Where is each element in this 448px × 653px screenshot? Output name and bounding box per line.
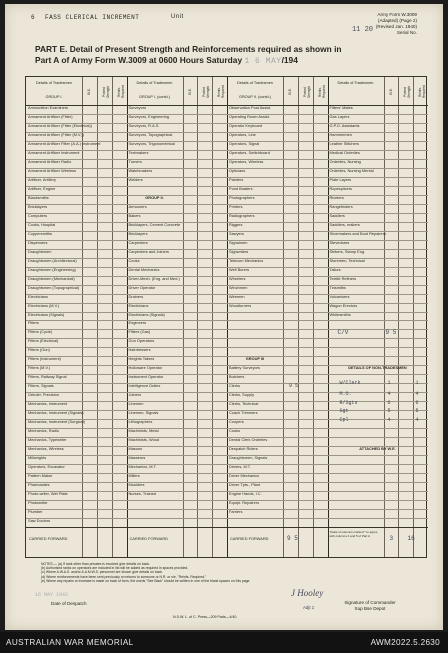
- trade-name: Orderlies, Nursing Mental: [329, 167, 374, 173]
- trade-name: Engine Hands, I.C.: [229, 491, 262, 497]
- trade-name: Butchers: [229, 374, 245, 380]
- trade-name: Painters: [229, 176, 244, 182]
- trade-name: Operators, Line: [229, 131, 256, 137]
- trade-name: Leather Stitchers: [329, 140, 359, 146]
- group-iii-heading: GROUP III: [245, 356, 265, 362]
- trade-name: Draughtsmen (Engineering): [28, 266, 76, 272]
- trade-name: Saddlers: [329, 212, 345, 218]
- row-rule: [26, 249, 428, 250]
- trade-name: Heights Takers: [128, 356, 155, 362]
- archive-footer: [0, 632, 448, 653]
- trade-name: Woodturners: [229, 302, 252, 308]
- trade-name: Surveyors, Trigonometrical: [128, 140, 175, 146]
- trade-name: Saddlers, makers: [329, 221, 360, 227]
- trade-name: Mechanics, Instrument: [28, 401, 68, 407]
- row-rule: [26, 518, 428, 519]
- signature-caption: Signature of Commander: [344, 600, 396, 605]
- trade-name: Dispensers: [28, 239, 48, 245]
- trade-name: Machinists, Metal: [128, 428, 159, 434]
- trade-name: Fitters (Gas): [128, 329, 151, 335]
- adjutant-stamp: Adjt 1: [303, 605, 315, 610]
- printer-imprint: N.S.W. L. of C. Press—209 Pads—4/40.: [173, 615, 238, 619]
- trade-name: Clerks, Technical: [229, 401, 259, 407]
- trade-name: Mechanics, Wireless: [28, 446, 64, 452]
- trade-name: Clerks, Supply: [229, 392, 255, 398]
- trade-name: Operators, Excavator: [28, 464, 65, 470]
- row-rule: [26, 186, 428, 187]
- trade-name: Grinder, Precision: [28, 392, 59, 398]
- despatch-date-stamp: 16 MAY 1942: [35, 592, 69, 598]
- trade-name: Opticians: [229, 167, 246, 173]
- trade-name: Millers: [128, 473, 140, 479]
- trade-name: Operator Keyboard: [229, 122, 263, 128]
- details-header: Details of Tradesmen: [337, 81, 374, 85]
- trade-name: Artificer, Engine: [28, 185, 56, 191]
- handwritten-carried-g3: 9 5: [287, 535, 298, 542]
- trade-name: Bricklayers, Cement Concrete: [128, 221, 181, 227]
- trade-name: Fitters, Railway Signal: [28, 374, 67, 380]
- trade-name: Plate Layers: [329, 176, 352, 182]
- trade-name: Watchmakers: [128, 167, 153, 173]
- handwritten-rank-we: 4: [387, 417, 391, 424]
- row-rule: [26, 392, 428, 393]
- column-header: Reinfs. Required: [317, 85, 326, 99]
- row-rule: [26, 464, 428, 465]
- trade-name: Radiographers: [229, 212, 255, 218]
- row-rule: [26, 267, 428, 268]
- row-rule: [26, 222, 428, 223]
- handwritten-rank: M.O.: [339, 390, 352, 397]
- trade-name: Carpenters: [128, 239, 148, 245]
- column-header: Reinfs. Required: [116, 85, 125, 99]
- row-rule: [26, 437, 428, 438]
- handwritten-clerk-reinf: 1: [415, 379, 419, 386]
- group-ii-heading: GROUP II.: [145, 194, 164, 200]
- handwritten-rank-we: 4: [387, 390, 391, 397]
- group-header: GROUP I.: [45, 95, 63, 99]
- trade-name: Plumber: [28, 509, 43, 515]
- trade-name: Riveters: [329, 194, 344, 200]
- row-rule: [26, 204, 428, 205]
- trade-name: Armament Artificer Instrument: [28, 149, 80, 155]
- details-header: Details of Tradesmen: [36, 81, 72, 85]
- row-rule: [26, 500, 428, 501]
- serial-label: Serial No.: [396, 30, 417, 35]
- trade-name: Photowriter: [28, 500, 48, 506]
- trade-name: Millwrights: [28, 455, 47, 461]
- trade-name: Fitters (Electrical): [28, 338, 59, 344]
- trade-name: Fitters (Gun): [28, 347, 50, 353]
- row-rule: [26, 114, 428, 115]
- trade-name: Riggers: [229, 221, 243, 227]
- trade-name: Armourers: [128, 203, 147, 209]
- row-rule: [26, 258, 428, 259]
- form-identifier: [339, 12, 417, 36]
- trade-name: Wagon Erectors: [329, 302, 358, 308]
- trade-name: Signwriters: [229, 248, 249, 254]
- trade-name: Fitters, Signals: [28, 383, 54, 389]
- trade-name: Strikers, Stamp Eng.: [329, 248, 366, 254]
- row-rule: [26, 132, 428, 133]
- trade-name: Blacksmiths: [28, 194, 49, 200]
- handwritten-rank-reinf: 4: [415, 390, 419, 397]
- trade-name: Clerks: [229, 383, 241, 389]
- trade-name: Drainers: [128, 293, 144, 299]
- trade-name: Telecom Mechanics: [229, 257, 264, 263]
- row-rule: [26, 320, 428, 321]
- row-rule: [26, 294, 428, 295]
- note-line: (e) Where any repairs or increase is made on back of form, the words "See Back" should be written in one of the blank spaces on this page.: [41, 578, 251, 583]
- column-header: Reinfs. Required: [217, 85, 226, 99]
- non-tradesmen-heading: DETAILS OF NON-TRADESMEN: [348, 365, 407, 371]
- column-header: Posted Strength: [101, 85, 110, 99]
- trade-name: Ropesplicers: [329, 185, 352, 191]
- footer-rule: [26, 527, 428, 528]
- details-header: Details of Tradesmen: [237, 81, 273, 85]
- trade-name: Fitters (Instrument): [28, 356, 61, 362]
- trade-name: Masseurs: [128, 455, 146, 461]
- title-line-2: [35, 55, 415, 67]
- form-id-line: Army Form W.3009: [377, 12, 417, 17]
- handwritten-rank: R/Sgts: [339, 399, 358, 406]
- trade-name: Operating Room Assist.: [229, 113, 270, 119]
- trade-name: Draughtsmen: [28, 248, 52, 254]
- trade-name: Armament Artificer Wireless: [28, 167, 76, 173]
- trade-name: Armament Artificer Radio: [28, 158, 72, 164]
- trade-name: Whitesmiths: [329, 311, 351, 317]
- carried-forward: CARRIED FORWARD: [230, 536, 269, 541]
- trade-name: Operators, Switchboard: [229, 149, 270, 155]
- row-rule: [26, 482, 428, 483]
- commander-signature: J Hooley: [291, 588, 324, 598]
- handwritten-rank-reinf: 6: [415, 399, 419, 406]
- title-line-1: PART E. Detail of Present Strength and Reinforcements required as shown in: [35, 44, 342, 54]
- trade-name: Fitters' Mates: [329, 105, 353, 110]
- trade-name: Wheelers: [229, 275, 246, 281]
- form-sheet: [5, 4, 443, 630]
- trade-name: Electricians: [28, 293, 48, 299]
- handwritten-clerk: W/Clerk: [339, 379, 361, 386]
- row-rule: [26, 491, 428, 492]
- column-header: W.E.: [288, 88, 292, 96]
- trade-name: Driver Mechanics: [229, 473, 260, 479]
- row-rule: [26, 338, 428, 339]
- handwritten-carried-g4b: 16: [407, 535, 415, 542]
- notes: [41, 562, 421, 583]
- form-id-line: (Adapted) (Page 2): [377, 18, 417, 23]
- top-left-stamp: [21, 14, 321, 26]
- note-line: (d) Where reinforcements have been sent previously on returns to someone or N.R. or s/e, "Reinfs. Required.": [41, 574, 207, 579]
- trade-name: Battery Surveyors: [229, 365, 260, 371]
- trade-name: Hammermen: [329, 131, 352, 137]
- trade-name: Armament Artificer Fitter (A.A.) Instrument: [28, 140, 101, 146]
- trade-name: Draughtsmen (Topographical): [28, 284, 80, 290]
- trade-name: Armament Artificer (Fitter (M.V.)): [28, 131, 84, 137]
- trade-name: Cooks, Hospital: [28, 221, 56, 227]
- trade-name: Intelligence Duties: [128, 383, 161, 389]
- trade-name: Surveyors: [128, 105, 147, 110]
- carried-forward: CARRIED FORWARD: [29, 536, 68, 541]
- row-rule: [26, 312, 428, 313]
- column-header: W.E.: [187, 88, 192, 96]
- column-header: Posted Strength: [302, 85, 311, 99]
- row-rule: [26, 401, 428, 402]
- trade-name: Mechanics, M.T.: [128, 464, 157, 470]
- trade-name: Pharmacists: [28, 482, 50, 488]
- handwritten-cv-value: 9 5: [385, 329, 397, 337]
- archive-name: AUSTRALIAN WAR MEMORIAL: [6, 638, 134, 647]
- trade-name: Bricklayers: [28, 203, 48, 209]
- trade-name: Sawyers: [229, 230, 244, 236]
- date-stamp: 1 6 MAY: [244, 57, 282, 66]
- top-left-print: 6: [31, 14, 36, 21]
- trade-name: Welders: [128, 176, 143, 182]
- row-rule: [26, 410, 428, 411]
- trade-name: Lithographers: [128, 419, 153, 425]
- trade-name: Driver-Mech. (Eng. and Med.): [128, 275, 180, 281]
- row-rule: [26, 428, 428, 429]
- trade-name: Textmakers: [128, 149, 149, 155]
- trade-name: Tailors: [329, 266, 341, 272]
- trade-name: Artificer, Artillery: [28, 176, 56, 182]
- trade-name: Linemen, Signals: [128, 410, 159, 416]
- handwritten-clerks-g3: 9 5: [289, 383, 299, 390]
- trade-name: Saw Doctors: [28, 518, 51, 524]
- trade-name: Armament Artificer (Fitter (Electrical)): [28, 122, 92, 128]
- trade-name: Equipt. Repairers: [229, 500, 260, 506]
- trade-name: Despatch Riders: [229, 446, 258, 452]
- form-id-line: (Revised Jan. 1940): [375, 24, 417, 29]
- carried-forward: CARRIED FORWARD: [129, 536, 168, 541]
- trade-name: Draughtsmen (Architectural): [28, 257, 77, 263]
- date-of-despatch-label: Date of Despatch: [51, 601, 87, 606]
- note-line: (b) Authorised ranks on operators are included in list will be added as required in spaces provided.: [41, 566, 189, 571]
- trade-name: Medical Orderlies: [329, 149, 360, 155]
- row-rule: [26, 276, 428, 277]
- trade-name: Machinists, Wood: [128, 437, 160, 443]
- row-rule: [26, 213, 428, 214]
- trade-name: Coopers: [229, 419, 244, 425]
- trade-name: Electricians (Signals): [128, 311, 165, 317]
- trade-name: Electricians (M.V.): [28, 302, 60, 308]
- handwritten-rank: Sgt: [339, 408, 349, 415]
- trade-name: Bakers: [128, 212, 141, 218]
- trade-name: Mechanics, Typewriter: [28, 437, 67, 443]
- trade-name: Dental Mechanics: [128, 266, 160, 272]
- trade-name: Surveyors, R.A.S.: [128, 122, 160, 128]
- trade-name: Printers: [229, 203, 243, 209]
- column-header: W.E.: [388, 88, 393, 96]
- signature-label: [325, 600, 415, 611]
- unit-caption: Sup Bse Depot: [354, 605, 386, 611]
- trade-name: Linemen: [128, 401, 144, 407]
- handwritten-rank-we: 5: [387, 408, 391, 415]
- row-rule: [26, 455, 428, 456]
- row-rule: [26, 285, 428, 286]
- trade-name: Surveyors, Engineering: [128, 113, 169, 119]
- trade-name: G.P.O. Assistants: [329, 122, 360, 128]
- trade-name: Rangefinders: [329, 203, 353, 209]
- unit-label: Unit: [171, 14, 184, 20]
- trade-name: Signalmen: [229, 239, 248, 245]
- row-rule: [26, 240, 428, 241]
- trade-name: Hairdressers: [128, 347, 151, 353]
- increment-stamp: FASS CLERICAL INCREMENT: [45, 14, 140, 21]
- trade-name: Operators, Wireless: [229, 158, 264, 164]
- trade-name: Farriers: [229, 509, 243, 515]
- trade-name: Orderlies, Nursing: [329, 158, 361, 164]
- note-line: (c) Where A.W.A.S. and/or A.A.M.W.S. personnel are shown give details on back.: [41, 570, 163, 575]
- trade-name: Tinsmiths: [329, 284, 347, 290]
- handwritten-rank-reinf: 5: [415, 408, 419, 415]
- row-rule: [26, 177, 428, 178]
- trade-name: Dental Clerk Orderlies: [229, 437, 268, 443]
- trade-name: Draughtsmen, Signals: [229, 455, 268, 461]
- title-year: /194: [281, 55, 298, 65]
- column-header: Reinfs. Required: [418, 85, 427, 99]
- trade-name: Wiremen: [229, 293, 245, 299]
- trade-name: Mechanics, Instrument (Signals): [28, 410, 84, 416]
- trade-name: Vulcanisers: [329, 293, 350, 299]
- trade-name: Pond Boaters: [229, 185, 253, 191]
- trade-name: Draughtsmen (Mechanical): [28, 275, 75, 281]
- trade-name: Bricklayers: [128, 230, 148, 236]
- trade-name: Fitters (Cycle): [28, 329, 53, 335]
- trade-name: Nurses, Trained: [128, 491, 156, 497]
- trade-name: Pattern Maker: [28, 473, 53, 479]
- trade-name: Coppersmiths: [28, 230, 53, 236]
- trade-name: Engineers: [128, 320, 147, 326]
- trade-name: Electricians (Signals): [28, 311, 65, 317]
- trade-name: Holloware Operator: [128, 365, 163, 371]
- trade-name: Instrument Operator: [128, 374, 164, 380]
- row-rule: [26, 509, 428, 510]
- attached-heading: ATTACHED BY W.E.: [359, 446, 396, 452]
- row-rule: [26, 329, 428, 330]
- trade-name: Masons: [128, 446, 143, 452]
- header-rule: [26, 105, 428, 106]
- trade-name: Surveyors, Topographical: [128, 131, 173, 137]
- handwritten-rank: Cpl: [339, 417, 349, 424]
- serial-handwritten: 11 20: [351, 26, 373, 34]
- group-header: GROUP I. (contd.): [139, 95, 170, 99]
- details-header: Details of Tradesmen: [136, 81, 173, 85]
- trade-name: Driver Operator: [128, 284, 156, 290]
- trade-name: Turners: [128, 158, 142, 164]
- handwritten-rank-we: 6: [387, 399, 391, 406]
- trade-name: Well Borers: [229, 266, 250, 272]
- column-header: W.E.: [87, 88, 91, 96]
- row-rule: [26, 195, 428, 196]
- trade-name: Observation Post Assist.: [229, 105, 272, 110]
- row-rule: [26, 419, 428, 420]
- trade-name: Stevedores: [329, 239, 350, 245]
- trade-name: Gun Operators: [128, 338, 155, 344]
- trade-name: Driver Tpts., Plant: [229, 482, 261, 488]
- column-header: Posted Strength: [202, 85, 211, 99]
- trade-name: Electricians: [128, 302, 149, 308]
- trade-name: Textile Refiners: [329, 275, 357, 281]
- handwritten-clerk-we: 1: [387, 379, 391, 386]
- trade-name: Winchmen: [229, 284, 248, 290]
- trade-name: Operators, Signal: [229, 140, 260, 146]
- trade-name: Photographers: [229, 194, 255, 200]
- strength-table: [25, 76, 427, 558]
- trade-name: Carpenters and Joiners: [128, 248, 169, 254]
- trade-name: Coach Trimmers: [229, 410, 258, 416]
- row-rule: [26, 303, 428, 304]
- handwritten-rank-reinf: 4: [415, 417, 419, 424]
- title-line-2-text: Part A of Army Form W.3009 at 0600 Hours Saturday: [35, 55, 243, 65]
- trade-name: Mechanics, Radio: [28, 428, 59, 434]
- row-rule: [26, 150, 428, 151]
- trade-name: Ammunition Examiners: [28, 105, 69, 110]
- row-rule: [26, 374, 428, 375]
- handwritten-cv: C/V: [337, 329, 349, 337]
- row-rule: [26, 383, 428, 384]
- column-header: Posted Strength: [403, 85, 412, 99]
- trade-name: Photo-writer, Wet Plate: [28, 491, 68, 497]
- group-header: GROUP II. (contd.): [238, 95, 271, 99]
- trade-name: Fitters: [28, 320, 39, 326]
- trade-name: Computers: [28, 212, 48, 218]
- trade-name: Fitters (M.V.): [28, 365, 51, 371]
- page-title: [35, 44, 415, 67]
- trade-name: Gas Layers: [329, 113, 350, 119]
- trade-name: Moulders: [128, 482, 145, 488]
- trade-name: Armament Artificer (Fitter): [28, 113, 73, 119]
- handwritten-carried-g4: 3: [389, 535, 394, 542]
- row-rule: [26, 159, 428, 160]
- row-rule: [26, 473, 428, 474]
- trade-name: Drivers, M.T.: [229, 464, 251, 470]
- trade-name: Cooks: [128, 257, 140, 263]
- trade-name: Mechanics, Instrument (Surgical): [28, 419, 85, 425]
- trade-name: Joiners: [128, 392, 142, 398]
- row-rule: [26, 347, 428, 348]
- note-line: NOTES.— (a) If rank other than privates is involved give details on back.: [41, 562, 150, 566]
- archive-reference: AWM2022.5.2630: [370, 638, 440, 647]
- trade-name: Storemen, Technical: [329, 257, 365, 263]
- trade-name: Shoemakers and Boot Repairers: [329, 230, 386, 236]
- trade-name: Cooks: [229, 428, 241, 434]
- totals-note: Totals of columns marked * to agree with columns 4 and 5 of Part A: [329, 530, 378, 539]
